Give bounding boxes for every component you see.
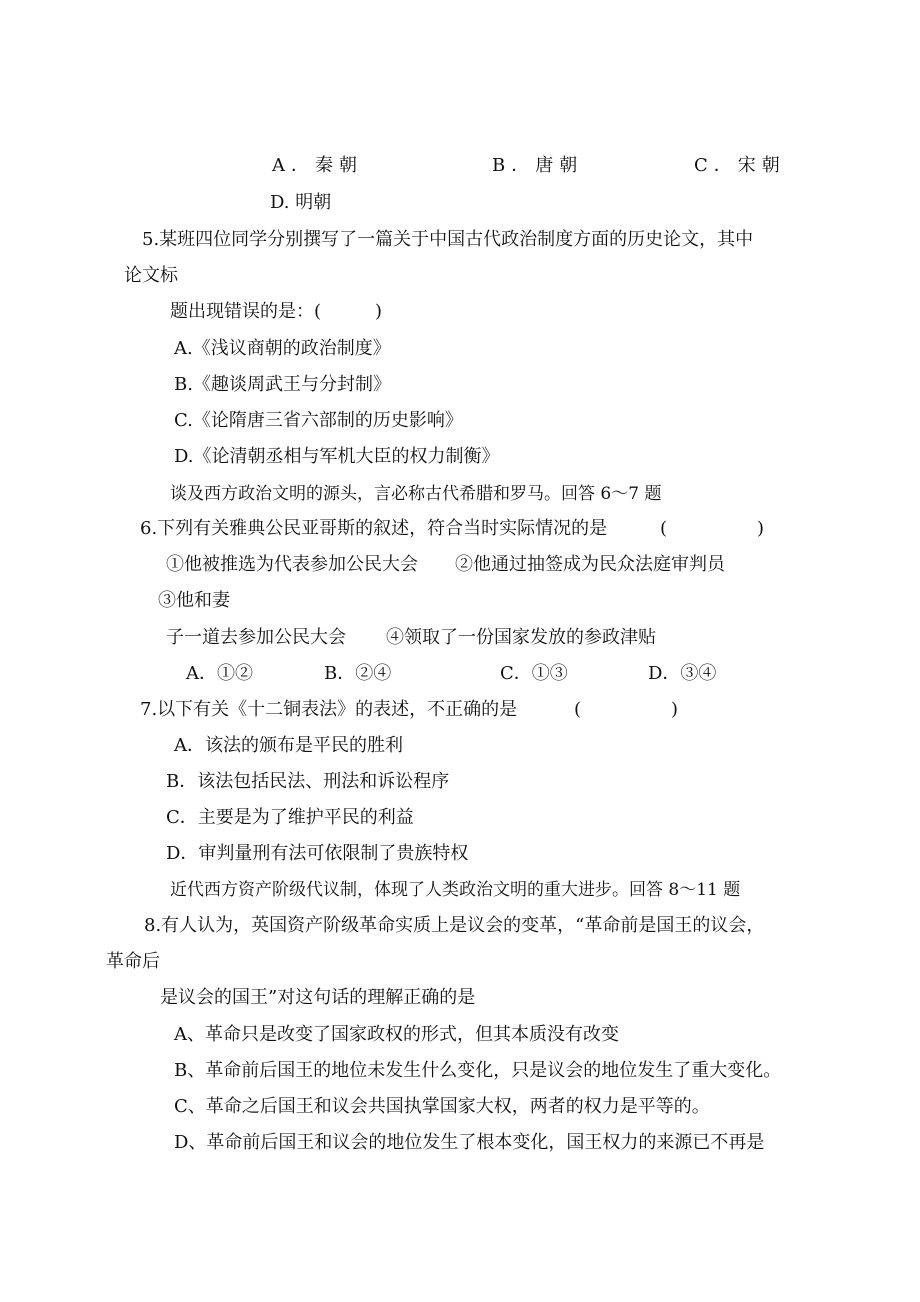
q6-answer-paren: ( ) [660,518,765,539]
q7-answer-paren: ( ) [574,699,679,720]
q6-option-a: A．①② [186,663,253,684]
q8-option-b: B、革命前后国王的地位未发生什么变化，只是议会的地位发生了重大变化。 [174,1060,782,1081]
q6-item-2: ②他通过抽签成为民众法庭审判员 [455,554,725,575]
q6-item-3-part-2: 子一道去参加公民大会 [166,627,346,648]
q5-stem-line-3: 题出现错误的是：( ) [170,301,383,322]
q8-stem-line-3: 是议会的国王”对这句话的理解正确的是 [160,987,476,1008]
q4-option-d: D. 明朝 [270,192,332,213]
q7-option-a: A．该法的颁布是平民的胜利 [174,735,403,756]
q6-item-4: ④领取了一份国家发放的参政津贴 [386,627,656,648]
q6-item-3-part-1: ③他和妻 [158,590,230,611]
q8-option-c: C、革命之后国王和议会共国执掌国家大权，两者的权力是平等的。 [174,1096,710,1117]
q8-option-a: A、革命只是改变了国家政权的形式，但其本质没有改变 [174,1024,619,1045]
q7-option-c: C．主要是为了维护平民的利益 [166,807,414,828]
intro-questions-8-11: 近代西方资产阶级代议制，体现了人类政治文明的重大进步。回答 8～11 题 [170,880,741,900]
q5-option-a: A.《浅议商朝的政治制度》 [174,338,391,359]
q7-option-b: B．该法包括民法、刑法和诉讼程序 [166,771,450,792]
q6-stem: 6.下列有关雅典公民亚哥斯的叙述，符合当时实际情况的是 [140,518,608,539]
q8-stem-line-2: 革命后 [106,951,160,972]
q5-stem-line-2: 论文标 [124,265,178,286]
q4-option-c: C．宋朝 [694,155,786,176]
q4-option-a: A．秦朝 [272,155,363,176]
q5-option-b: B.《趣谈周武王与分封制》 [174,374,391,395]
q8-option-d: D、革命前后国王和议会的地位发生了根本变化，国王权力的来源已不再是 [174,1132,765,1153]
intro-questions-6-7: 谈及西方政治文明的源头，言必称古代希腊和罗马。回答 6～7 题 [170,484,662,504]
q6-item-1: ①他被推选为代表参加公民大会 [166,554,418,575]
q6-option-d: D．③④ [648,663,717,684]
q4-option-b: B．唐朝 [492,155,584,176]
q7-option-d: D．审判量刑有法可依限制了贵族特权 [166,843,469,864]
q5-option-d: D.《论清朝丞相与军机大臣的权力制衡》 [174,446,500,467]
q6-option-b: B．②④ [324,663,392,684]
q5-stem-line-1: 5.某班四位同学分别撰写了一篇关于中国古代政治制度方面的历史论文，其中 [142,229,754,250]
q5-option-c: C.《论隋唐三省六部制的历史影响》 [174,410,463,431]
q8-stem-line-1: 8.有人认为，英国资产阶级革命实质上是议会的变革，“革命前是国王的议会， [144,915,765,936]
q7-stem: 7.以下有关《十二铜表法》的表述，不正确的是 [140,699,518,720]
q6-option-c: C．①③ [500,663,568,684]
